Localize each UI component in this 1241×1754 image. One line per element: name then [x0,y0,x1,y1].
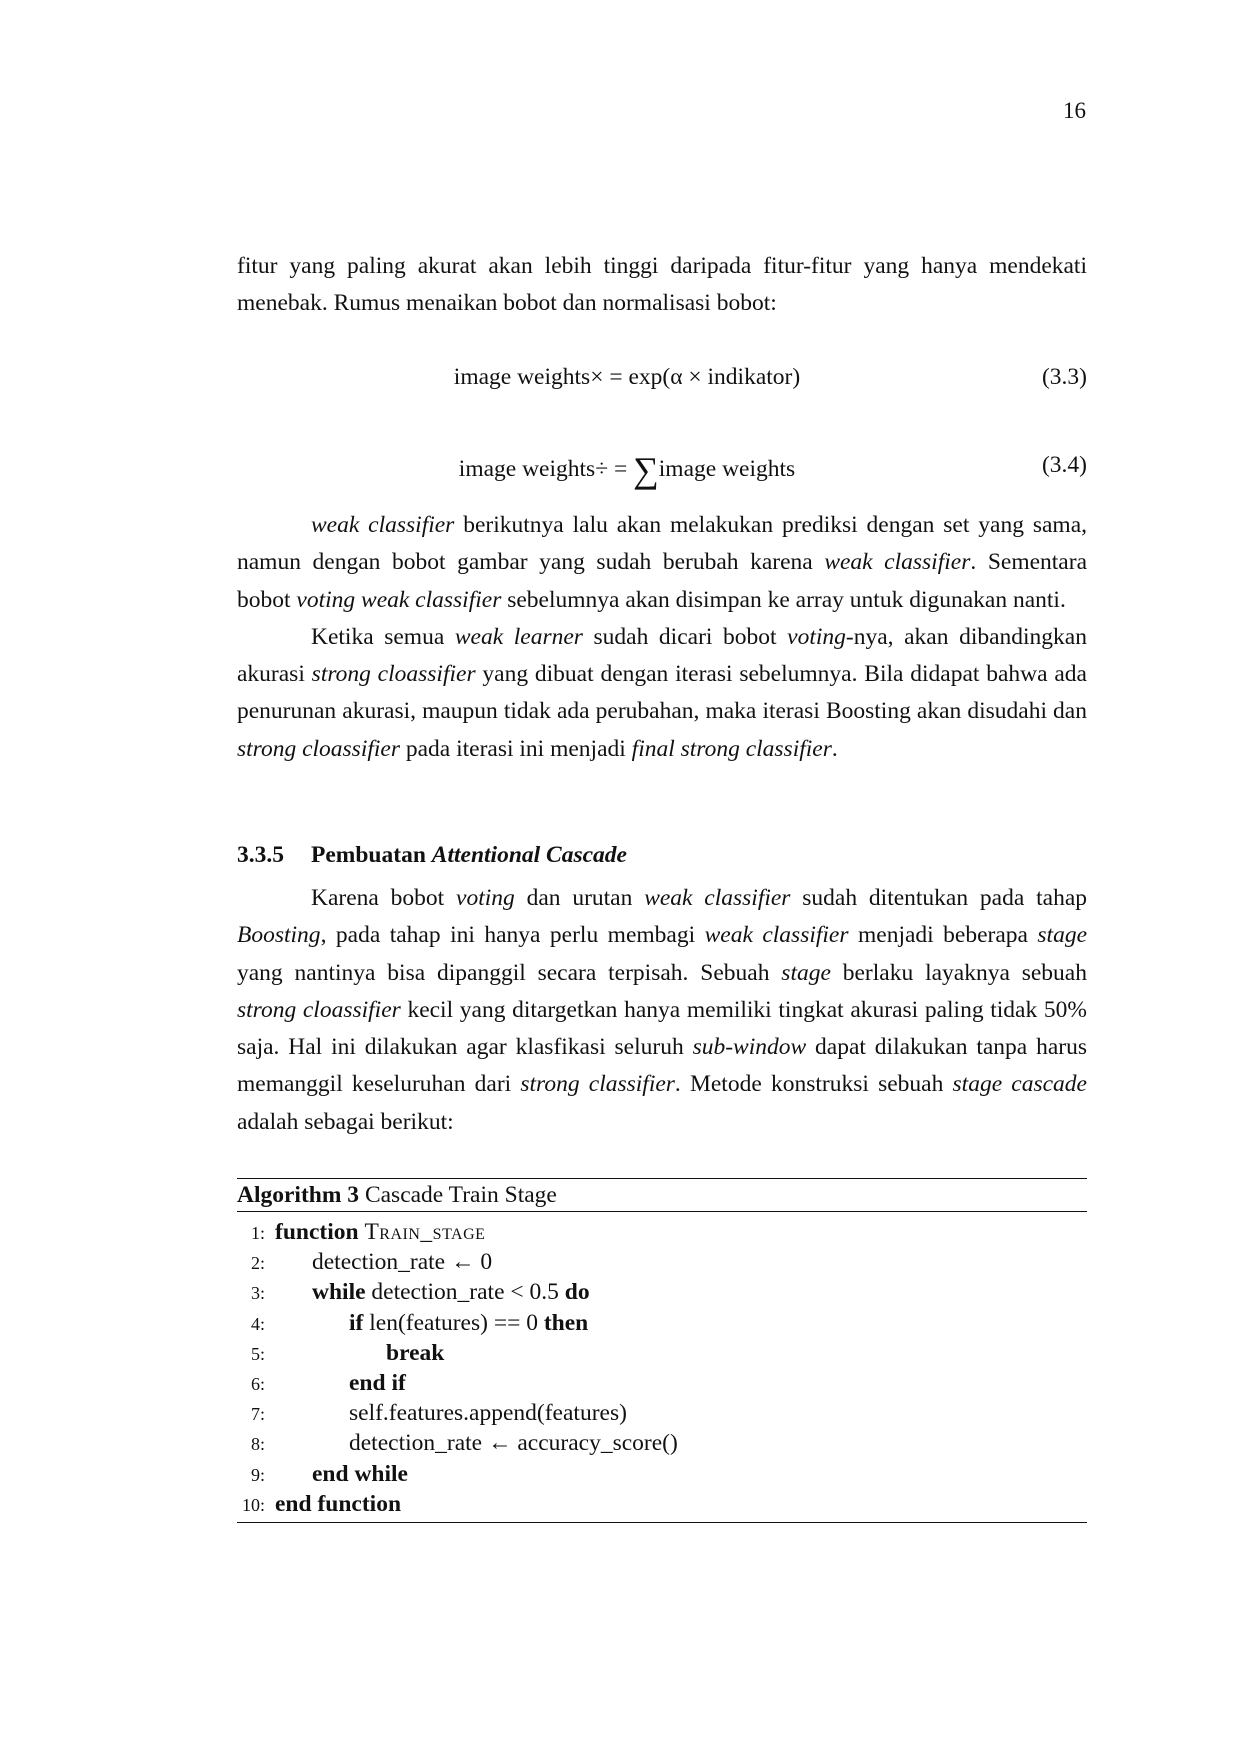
p4-c: sudah ditentukan pada tahap [790,885,1087,911]
keyword: break [386,1339,445,1366]
algorithm-box [237,1178,1087,1523]
p4-j: . Metode konstruksi sebuah [674,1071,953,1098]
equation-3-4-number: (3.4) [1041,452,1087,478]
term-strong-cloassifier: strong cloassifier [237,735,400,762]
paragraph-4 [237,880,1087,1141]
paragraph-1 [237,248,1087,323]
line-number: 7: [250,1404,265,1425]
algorithm-line [237,1217,1087,1247]
line-number: 6: [250,1373,265,1394]
line-number: 9: [250,1464,265,1485]
algorithm-lines [237,1212,1087,1519]
keyword: function [275,1219,359,1245]
line-code [275,1489,401,1519]
paragraph-3-text-f: . [831,735,838,762]
line-code [312,1277,590,1307]
keyword: end if [349,1369,406,1396]
keyword: while [312,1279,366,1306]
p4-sub-window: sub-window [692,1034,807,1061]
p4-h: kecil yang ditargetkan hanya memiliki tingkat akurasi paling tidak 50% saja. Hal ini dilakukan agar klasfikasi seluruh [237,996,1087,1061]
paragraph-3-text-e: pada iterasi ini menjadi [400,735,632,762]
paragraph-1-text: fitur yang paling akurat akan lebih tinggi daripada fitur-fitur yang hanya mendekati menebak. Rumus menaikan bobot dan normalisasi bobot: [237,253,1087,317]
line-code [312,1459,408,1489]
paragraph-4-block [237,880,1087,1141]
algorithm-label: Algorithm 3 [237,1182,360,1208]
p4-g: berlaku layaknya sebuah [830,959,1087,986]
line-number: 8: [250,1434,265,1455]
line-number: 4: [250,1313,265,1334]
p4-stage-2: stage [781,959,831,986]
algorithm-line [237,1308,1087,1338]
paragraph-3-text-a: Ketika semua [311,623,455,650]
line-code [349,1308,588,1338]
paragraph-3-text-b: sudah dicari bobot [582,623,788,650]
p4-d: , pada tahap ini hanya perlu membagi [320,922,705,949]
algorithm-line [237,1489,1087,1519]
equation-3-4-lhs: image weights÷ [458,456,609,482]
equation-3-3-rhs: = exp(α × indikator) [609,364,801,390]
p4-e: menjadi beberapa [848,922,1038,949]
p4-weak-classifier-2: weak classifier [704,922,849,949]
paragraph-2-text-a: berikutnya lalu akan melakukan prediksi dengan set yang sama, namun dengan bobot gambar yang sudah berubah karena [237,512,1087,576]
line-code [349,1368,406,1398]
term-weak-classifier: weak classifier [311,512,455,538]
equation-3-3-number: (3.3) [1041,364,1087,390]
algorithm-line [237,1428,1087,1458]
statement: self.features.append(features) [349,1400,627,1427]
section-title-plain: Pembuatan [311,842,432,868]
algorithm-line [237,1368,1087,1398]
algorithm-line [237,1277,1087,1307]
line-number: 10: [241,1494,265,1515]
line-code [349,1398,627,1428]
algorithm-line [237,1247,1087,1277]
section-number: 3.3.5 [237,842,284,868]
paragraph-2-text-c: sebelumnya akan disimpan ke array untuk digunakan nanti. [501,586,1066,613]
term-strong-cloassifier: strong cloassifier [311,661,476,688]
paragraphs-2-3 [237,507,1087,768]
line-number: 3: [250,1283,265,1304]
statement: detection_rate < 0.5 [365,1279,565,1306]
paragraph-2 [237,507,1087,619]
algorithm-caption [237,1179,1087,1211]
p4-k: adalah sebagai berikut: [237,1108,454,1135]
line-code [275,1217,485,1247]
paragraph-3 [237,619,1087,768]
paragraph-3-text-c: -nya, akan dibandingkan akurasi [237,623,1087,688]
term-final-strong-classifier: final strong classifier [631,735,832,762]
line-number: 2: [250,1253,265,1274]
p4-strong-cloassifier: strong cloassifier [237,996,401,1023]
summation-symbol: ∑ [633,450,659,490]
paragraph-3-text-d: yang dibuat dengan iterasi sebelumnya. Bila didapat bahwa ada penurunan akurasi, maupun tidak ada perubahan, maka iterasi Boosting akan disudahi dan [237,661,1087,725]
statement: detection_rate ← 0 [312,1249,493,1276]
p4-stage: stage [1037,922,1088,949]
p4-voting: voting [456,885,515,911]
equation-3-4-equals: = [613,456,628,482]
p4-a: Karena bobot [311,885,457,911]
p4-strong-classifier: strong classifier [520,1071,675,1098]
procedure-name: Train_stage [364,1219,486,1245]
term-voting: voting [787,623,846,650]
p4-boosting: Boosting [237,922,321,949]
algorithm-line [237,1398,1087,1428]
line-code [349,1428,678,1458]
statement: detection_rate ← accuracy_score() [349,1430,678,1457]
line-code [386,1338,444,1368]
term-weak-learner: weak learner [454,623,583,650]
term-voting-weak-classifier: voting weak classifier [296,586,502,613]
keyword: then [543,1309,589,1336]
line-number: 1: [250,1223,265,1243]
keyword: end function [275,1490,402,1517]
equation-3-4-rhs: image weights [658,456,796,482]
keyword: if [349,1309,364,1336]
statement: len(features) == 0 [363,1309,544,1336]
algorithm-line [237,1459,1087,1489]
keyword: do [564,1279,590,1306]
page-number: 16 [1063,98,1086,123]
algorithm-line [237,1338,1087,1368]
equation-3-4 [237,448,1087,488]
p4-stage-cascade: stage cascade [952,1071,1087,1098]
p4-f: yang nantinya bisa dipanggil secara terpisah. Sebuah [237,959,782,986]
line-code [312,1247,492,1277]
term-weak-classifier: weak classifier [824,549,971,576]
p4-i: dapat dilakukan tanpa harus memanggil keseluruhan dari [237,1034,1088,1098]
p4-b: dan urutan [514,885,645,911]
p4-weak-classifier: weak classifier [644,885,791,911]
algorithm-title: Cascade Train Stage [364,1182,557,1208]
paragraph-2-text-b: . Sementara bobot [237,549,1087,613]
keyword: end while [312,1460,408,1487]
algorithm-bottom-rule [237,1522,1087,1523]
equation-3-3 [237,360,1087,400]
section-heading [237,842,627,869]
equation-3-3-lhs: image weights× [453,364,604,390]
equation-3-4-body [237,452,1017,488]
equation-3-3-body [237,364,1017,391]
section-title-italic: Attentional Cascade [431,842,627,868]
line-number: 5: [250,1343,265,1364]
